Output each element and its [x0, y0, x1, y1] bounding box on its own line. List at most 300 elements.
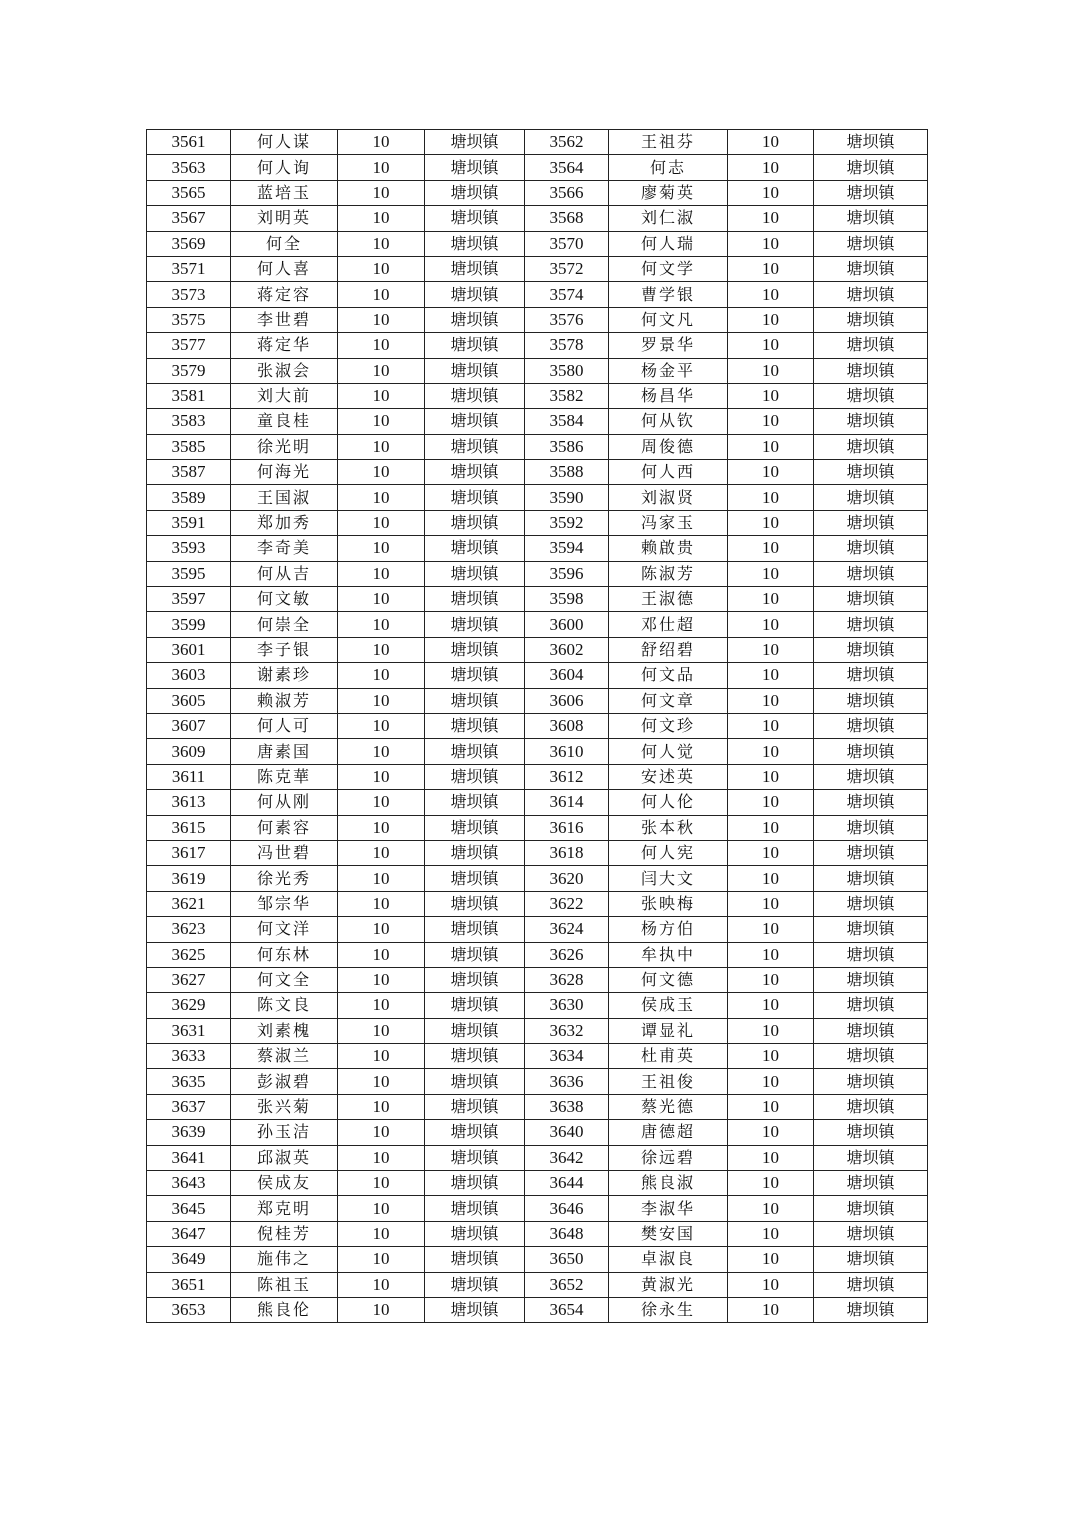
name-left: 倪桂芳 — [231, 1221, 338, 1246]
serial-number-left: 3591 — [147, 510, 231, 535]
name-left: 蒋定容 — [231, 282, 338, 307]
town-left: 塘坝镇 — [425, 713, 525, 738]
town-left: 塘坝镇 — [425, 1297, 525, 1322]
town-left: 塘坝镇 — [425, 333, 525, 358]
table-row — [147, 460, 928, 485]
serial-number-right: 3572 — [525, 256, 609, 281]
serial-number-right: 3564 — [525, 155, 609, 180]
name-right: 牟执中 — [609, 942, 728, 967]
name-right: 舒绍碧 — [609, 637, 728, 662]
amount-left: 10 — [338, 1120, 425, 1145]
amount-left: 10 — [338, 510, 425, 535]
amount-right: 10 — [728, 917, 814, 942]
serial-number-left: 3629 — [147, 993, 231, 1018]
amount-right: 10 — [728, 1094, 814, 1119]
amount-left: 10 — [338, 1171, 425, 1196]
town-left: 塘坝镇 — [425, 383, 525, 408]
town-left: 塘坝镇 — [425, 206, 525, 231]
amount-right: 10 — [728, 713, 814, 738]
town-right: 塘坝镇 — [814, 307, 928, 332]
table-row — [147, 1145, 928, 1170]
amount-right: 10 — [728, 180, 814, 205]
amount-right: 10 — [728, 688, 814, 713]
amount-left: 10 — [338, 764, 425, 789]
name-right: 何文德 — [609, 967, 728, 992]
serial-number-left: 3651 — [147, 1272, 231, 1297]
serial-number-right: 3636 — [525, 1069, 609, 1094]
serial-number-right: 3614 — [525, 790, 609, 815]
table-row — [147, 891, 928, 916]
serial-number-left: 3619 — [147, 866, 231, 891]
town-right: 塘坝镇 — [814, 1120, 928, 1145]
amount-right: 10 — [728, 942, 814, 967]
name-right: 谭显礼 — [609, 1018, 728, 1043]
serial-number-right: 3642 — [525, 1145, 609, 1170]
amount-left: 10 — [338, 663, 425, 688]
serial-number-left: 3613 — [147, 790, 231, 815]
amount-left: 10 — [338, 561, 425, 586]
name-left: 刘素槐 — [231, 1018, 338, 1043]
amount-left: 10 — [338, 739, 425, 764]
name-left: 冯世碧 — [231, 840, 338, 865]
name-right: 邓仕超 — [609, 612, 728, 637]
serial-number-left: 3585 — [147, 434, 231, 459]
amount-right: 10 — [728, 840, 814, 865]
serial-number-right: 3588 — [525, 460, 609, 485]
amount-right: 10 — [728, 612, 814, 637]
town-right: 塘坝镇 — [814, 1145, 928, 1170]
table-row — [147, 333, 928, 358]
town-left: 塘坝镇 — [425, 409, 525, 434]
amount-right: 10 — [728, 333, 814, 358]
name-left: 熊良伦 — [231, 1297, 338, 1322]
serial-number-right: 3580 — [525, 358, 609, 383]
town-left: 塘坝镇 — [425, 942, 525, 967]
amount-left: 10 — [338, 1221, 425, 1246]
town-left: 塘坝镇 — [425, 764, 525, 789]
amount-right: 10 — [728, 510, 814, 535]
town-right: 塘坝镇 — [814, 942, 928, 967]
name-right: 何人伦 — [609, 790, 728, 815]
town-left: 塘坝镇 — [425, 510, 525, 535]
serial-number-left: 3575 — [147, 307, 231, 332]
town-left: 塘坝镇 — [425, 460, 525, 485]
town-left: 塘坝镇 — [425, 587, 525, 612]
town-right: 塘坝镇 — [814, 917, 928, 942]
name-right: 刘淑贤 — [609, 485, 728, 510]
amount-right: 10 — [728, 434, 814, 459]
name-right: 周俊德 — [609, 434, 728, 459]
town-left: 塘坝镇 — [425, 815, 525, 840]
town-right: 塘坝镇 — [814, 637, 928, 662]
amount-left: 10 — [338, 536, 425, 561]
amount-right: 10 — [728, 282, 814, 307]
name-left: 孙玉洁 — [231, 1120, 338, 1145]
amount-left: 10 — [338, 1196, 425, 1221]
town-left: 塘坝镇 — [425, 891, 525, 916]
serial-number-left: 3647 — [147, 1221, 231, 1246]
serial-number-right: 3654 — [525, 1297, 609, 1322]
serial-number-left: 3639 — [147, 1120, 231, 1145]
name-right: 何人觉 — [609, 739, 728, 764]
table-row — [147, 409, 928, 434]
table-row — [147, 536, 928, 561]
serial-number-right: 3640 — [525, 1120, 609, 1145]
amount-left: 10 — [338, 1272, 425, 1297]
table-row — [147, 1171, 928, 1196]
serial-number-left: 3573 — [147, 282, 231, 307]
serial-number-right: 3574 — [525, 282, 609, 307]
amount-right: 10 — [728, 1069, 814, 1094]
serial-number-right: 3584 — [525, 409, 609, 434]
table-row — [147, 764, 928, 789]
town-left: 塘坝镇 — [425, 1272, 525, 1297]
town-right: 塘坝镇 — [814, 1196, 928, 1221]
amount-left: 10 — [338, 231, 425, 256]
table-row — [147, 307, 928, 332]
town-right: 塘坝镇 — [814, 561, 928, 586]
town-left: 塘坝镇 — [425, 917, 525, 942]
name-left: 陈祖玉 — [231, 1272, 338, 1297]
name-right: 刘仁淑 — [609, 206, 728, 231]
town-left: 塘坝镇 — [425, 1044, 525, 1069]
amount-left: 10 — [338, 866, 425, 891]
town-right: 塘坝镇 — [814, 1044, 928, 1069]
name-right: 杨昌华 — [609, 383, 728, 408]
amount-left: 10 — [338, 180, 425, 205]
name-right: 何文品 — [609, 663, 728, 688]
town-right: 塘坝镇 — [814, 1247, 928, 1272]
name-left: 唐素国 — [231, 739, 338, 764]
amount-right: 10 — [728, 231, 814, 256]
serial-number-right: 3648 — [525, 1221, 609, 1246]
name-left: 刘明英 — [231, 206, 338, 231]
serial-number-left: 3645 — [147, 1196, 231, 1221]
name-left: 何文敏 — [231, 587, 338, 612]
serial-number-right: 3630 — [525, 993, 609, 1018]
table-row — [147, 840, 928, 865]
amount-left: 10 — [338, 1094, 425, 1119]
amount-left: 10 — [338, 282, 425, 307]
town-left: 塘坝镇 — [425, 155, 525, 180]
town-right: 塘坝镇 — [814, 1018, 928, 1043]
amount-left: 10 — [338, 383, 425, 408]
town-right: 塘坝镇 — [814, 256, 928, 281]
amount-left: 10 — [338, 460, 425, 485]
table-row — [147, 587, 928, 612]
name-right: 熊良淑 — [609, 1171, 728, 1196]
serial-number-right: 3622 — [525, 891, 609, 916]
serial-number-left: 3615 — [147, 815, 231, 840]
name-right: 何文凡 — [609, 307, 728, 332]
serial-number-left: 3643 — [147, 1171, 231, 1196]
table-row — [147, 561, 928, 586]
serial-number-left: 3569 — [147, 231, 231, 256]
amount-right: 10 — [728, 561, 814, 586]
serial-number-right: 3582 — [525, 383, 609, 408]
serial-number-right: 3610 — [525, 739, 609, 764]
name-right: 卓淑良 — [609, 1247, 728, 1272]
name-left: 何人询 — [231, 155, 338, 180]
town-right: 塘坝镇 — [814, 383, 928, 408]
serial-number-left: 3611 — [147, 764, 231, 789]
table-row — [147, 383, 928, 408]
serial-number-left: 3563 — [147, 155, 231, 180]
amount-right: 10 — [728, 1297, 814, 1322]
name-right: 侯成玉 — [609, 993, 728, 1018]
serial-number-left: 3587 — [147, 460, 231, 485]
town-right: 塘坝镇 — [814, 536, 928, 561]
town-right: 塘坝镇 — [814, 866, 928, 891]
table-row — [147, 1018, 928, 1043]
amount-right: 10 — [728, 1018, 814, 1043]
name-left: 李世碧 — [231, 307, 338, 332]
table-row — [147, 1297, 928, 1322]
town-left: 塘坝镇 — [425, 282, 525, 307]
town-right: 塘坝镇 — [814, 993, 928, 1018]
name-right: 闫大文 — [609, 866, 728, 891]
name-left: 邱淑英 — [231, 1145, 338, 1170]
town-right: 塘坝镇 — [814, 663, 928, 688]
serial-number-left: 3621 — [147, 891, 231, 916]
amount-left: 10 — [338, 891, 425, 916]
amount-left: 10 — [338, 713, 425, 738]
town-left: 塘坝镇 — [425, 1221, 525, 1246]
town-right: 塘坝镇 — [814, 358, 928, 383]
name-left: 李奇美 — [231, 536, 338, 561]
town-left: 塘坝镇 — [425, 307, 525, 332]
name-left: 何东林 — [231, 942, 338, 967]
serial-number-right: 3590 — [525, 485, 609, 510]
serial-number-left: 3597 — [147, 587, 231, 612]
amount-left: 10 — [338, 1247, 425, 1272]
amount-right: 10 — [728, 637, 814, 662]
serial-number-right: 3596 — [525, 561, 609, 586]
serial-number-left: 3625 — [147, 942, 231, 967]
town-left: 塘坝镇 — [425, 1018, 525, 1043]
serial-number-left: 3653 — [147, 1297, 231, 1322]
name-left: 郑加秀 — [231, 510, 338, 535]
amount-left: 10 — [338, 1297, 425, 1322]
amount-right: 10 — [728, 409, 814, 434]
serial-number-right: 3638 — [525, 1094, 609, 1119]
serial-number-right: 3626 — [525, 942, 609, 967]
town-right: 塘坝镇 — [814, 815, 928, 840]
name-left: 施伟之 — [231, 1247, 338, 1272]
name-left: 张兴菊 — [231, 1094, 338, 1119]
serial-number-right: 3586 — [525, 434, 609, 459]
table-row — [147, 231, 928, 256]
serial-number-right: 3634 — [525, 1044, 609, 1069]
town-left: 塘坝镇 — [425, 434, 525, 459]
name-left: 陈文良 — [231, 993, 338, 1018]
serial-number-right: 3652 — [525, 1272, 609, 1297]
amount-right: 10 — [728, 891, 814, 916]
serial-number-right: 3594 — [525, 536, 609, 561]
town-left: 塘坝镇 — [425, 637, 525, 662]
serial-number-right: 3650 — [525, 1247, 609, 1272]
amount-left: 10 — [338, 206, 425, 231]
table-row — [147, 942, 928, 967]
name-right: 廖菊英 — [609, 180, 728, 205]
amount-right: 10 — [728, 815, 814, 840]
amount-right: 10 — [728, 536, 814, 561]
serial-number-left: 3603 — [147, 663, 231, 688]
serial-number-left: 3571 — [147, 256, 231, 281]
name-left: 蒋定华 — [231, 333, 338, 358]
serial-number-left: 3637 — [147, 1094, 231, 1119]
table-row — [147, 1272, 928, 1297]
town-right: 塘坝镇 — [814, 282, 928, 307]
name-left: 李子银 — [231, 637, 338, 662]
town-left: 塘坝镇 — [425, 663, 525, 688]
serial-number-right: 3644 — [525, 1171, 609, 1196]
amount-right: 10 — [728, 1247, 814, 1272]
table-row — [147, 967, 928, 992]
name-right: 杨方伯 — [609, 917, 728, 942]
serial-number-left: 3631 — [147, 1018, 231, 1043]
table-row — [147, 612, 928, 637]
amount-left: 10 — [338, 942, 425, 967]
town-right: 塘坝镇 — [814, 688, 928, 713]
town-right: 塘坝镇 — [814, 231, 928, 256]
name-right: 王祖芬 — [609, 130, 728, 155]
amount-left: 10 — [338, 587, 425, 612]
name-right: 赖啟贵 — [609, 536, 728, 561]
serial-number-right: 3624 — [525, 917, 609, 942]
town-right: 塘坝镇 — [814, 409, 928, 434]
amount-right: 10 — [728, 256, 814, 281]
town-left: 塘坝镇 — [425, 1196, 525, 1221]
town-left: 塘坝镇 — [425, 561, 525, 586]
name-left: 何人谋 — [231, 130, 338, 155]
amount-right: 10 — [728, 358, 814, 383]
town-right: 塘坝镇 — [814, 739, 928, 764]
serial-number-left: 3649 — [147, 1247, 231, 1272]
table-row — [147, 282, 928, 307]
serial-number-right: 3562 — [525, 130, 609, 155]
amount-left: 10 — [338, 307, 425, 332]
table-row — [147, 663, 928, 688]
amount-left: 10 — [338, 256, 425, 281]
name-left: 刘大前 — [231, 383, 338, 408]
amount-left: 10 — [338, 815, 425, 840]
town-right: 塘坝镇 — [814, 130, 928, 155]
town-left: 塘坝镇 — [425, 1247, 525, 1272]
name-right: 何文学 — [609, 256, 728, 281]
serial-number-right: 3592 — [525, 510, 609, 535]
amount-right: 10 — [728, 1145, 814, 1170]
town-right: 塘坝镇 — [814, 510, 928, 535]
serial-number-right: 3606 — [525, 688, 609, 713]
name-right: 何志 — [609, 155, 728, 180]
name-left: 邹宗华 — [231, 891, 338, 916]
amount-right: 10 — [728, 155, 814, 180]
serial-number-right: 3646 — [525, 1196, 609, 1221]
table-row — [147, 206, 928, 231]
table-row — [147, 739, 928, 764]
serial-number-right: 3600 — [525, 612, 609, 637]
town-right: 塘坝镇 — [814, 1221, 928, 1246]
table-row — [147, 688, 928, 713]
town-right: 塘坝镇 — [814, 612, 928, 637]
name-left: 徐光秀 — [231, 866, 338, 891]
name-left: 何人可 — [231, 713, 338, 738]
serial-number-right: 3566 — [525, 180, 609, 205]
amount-right: 10 — [728, 307, 814, 332]
amount-right: 10 — [728, 967, 814, 992]
town-left: 塘坝镇 — [425, 130, 525, 155]
table-row — [147, 917, 928, 942]
amount-right: 10 — [728, 1171, 814, 1196]
name-right: 曹学银 — [609, 282, 728, 307]
serial-number-left: 3617 — [147, 840, 231, 865]
amount-right: 10 — [728, 1196, 814, 1221]
table-row — [147, 815, 928, 840]
serial-number-right: 3620 — [525, 866, 609, 891]
table-row — [147, 130, 928, 155]
serial-number-left: 3635 — [147, 1069, 231, 1094]
name-right: 冯家玉 — [609, 510, 728, 535]
serial-number-left: 3601 — [147, 637, 231, 662]
town-left: 塘坝镇 — [425, 536, 525, 561]
serial-number-left: 3589 — [147, 485, 231, 510]
name-right: 罗景华 — [609, 333, 728, 358]
name-left: 何从吉 — [231, 561, 338, 586]
amount-right: 10 — [728, 460, 814, 485]
amount-left: 10 — [338, 409, 425, 434]
serial-number-left: 3607 — [147, 713, 231, 738]
serial-number-left: 3567 — [147, 206, 231, 231]
amount-right: 10 — [728, 206, 814, 231]
table-row — [147, 358, 928, 383]
amount-left: 10 — [338, 1018, 425, 1043]
town-right: 塘坝镇 — [814, 155, 928, 180]
town-left: 塘坝镇 — [425, 739, 525, 764]
town-left: 塘坝镇 — [425, 1069, 525, 1094]
roster-table — [146, 129, 928, 1323]
name-left: 何崇全 — [231, 612, 338, 637]
roster-body — [147, 130, 928, 1323]
amount-right: 10 — [728, 383, 814, 408]
table-row — [147, 1069, 928, 1094]
serial-number-right: 3602 — [525, 637, 609, 662]
amount-left: 10 — [338, 155, 425, 180]
amount-right: 10 — [728, 993, 814, 1018]
table-row — [147, 1221, 928, 1246]
amount-left: 10 — [338, 333, 425, 358]
table-row — [147, 1120, 928, 1145]
town-right: 塘坝镇 — [814, 333, 928, 358]
amount-left: 10 — [338, 358, 425, 383]
serial-number-left: 3627 — [147, 967, 231, 992]
table-row — [147, 866, 928, 891]
amount-left: 10 — [338, 917, 425, 942]
serial-number-left: 3633 — [147, 1044, 231, 1069]
town-right: 塘坝镇 — [814, 434, 928, 459]
serial-number-right: 3578 — [525, 333, 609, 358]
table-row — [147, 434, 928, 459]
town-left: 塘坝镇 — [425, 688, 525, 713]
town-right: 塘坝镇 — [814, 1297, 928, 1322]
amount-left: 10 — [338, 434, 425, 459]
town-left: 塘坝镇 — [425, 967, 525, 992]
name-right: 王淑德 — [609, 587, 728, 612]
name-right: 徐永生 — [609, 1297, 728, 1322]
name-right: 杨金平 — [609, 358, 728, 383]
name-left: 何海光 — [231, 460, 338, 485]
amount-right: 10 — [728, 485, 814, 510]
